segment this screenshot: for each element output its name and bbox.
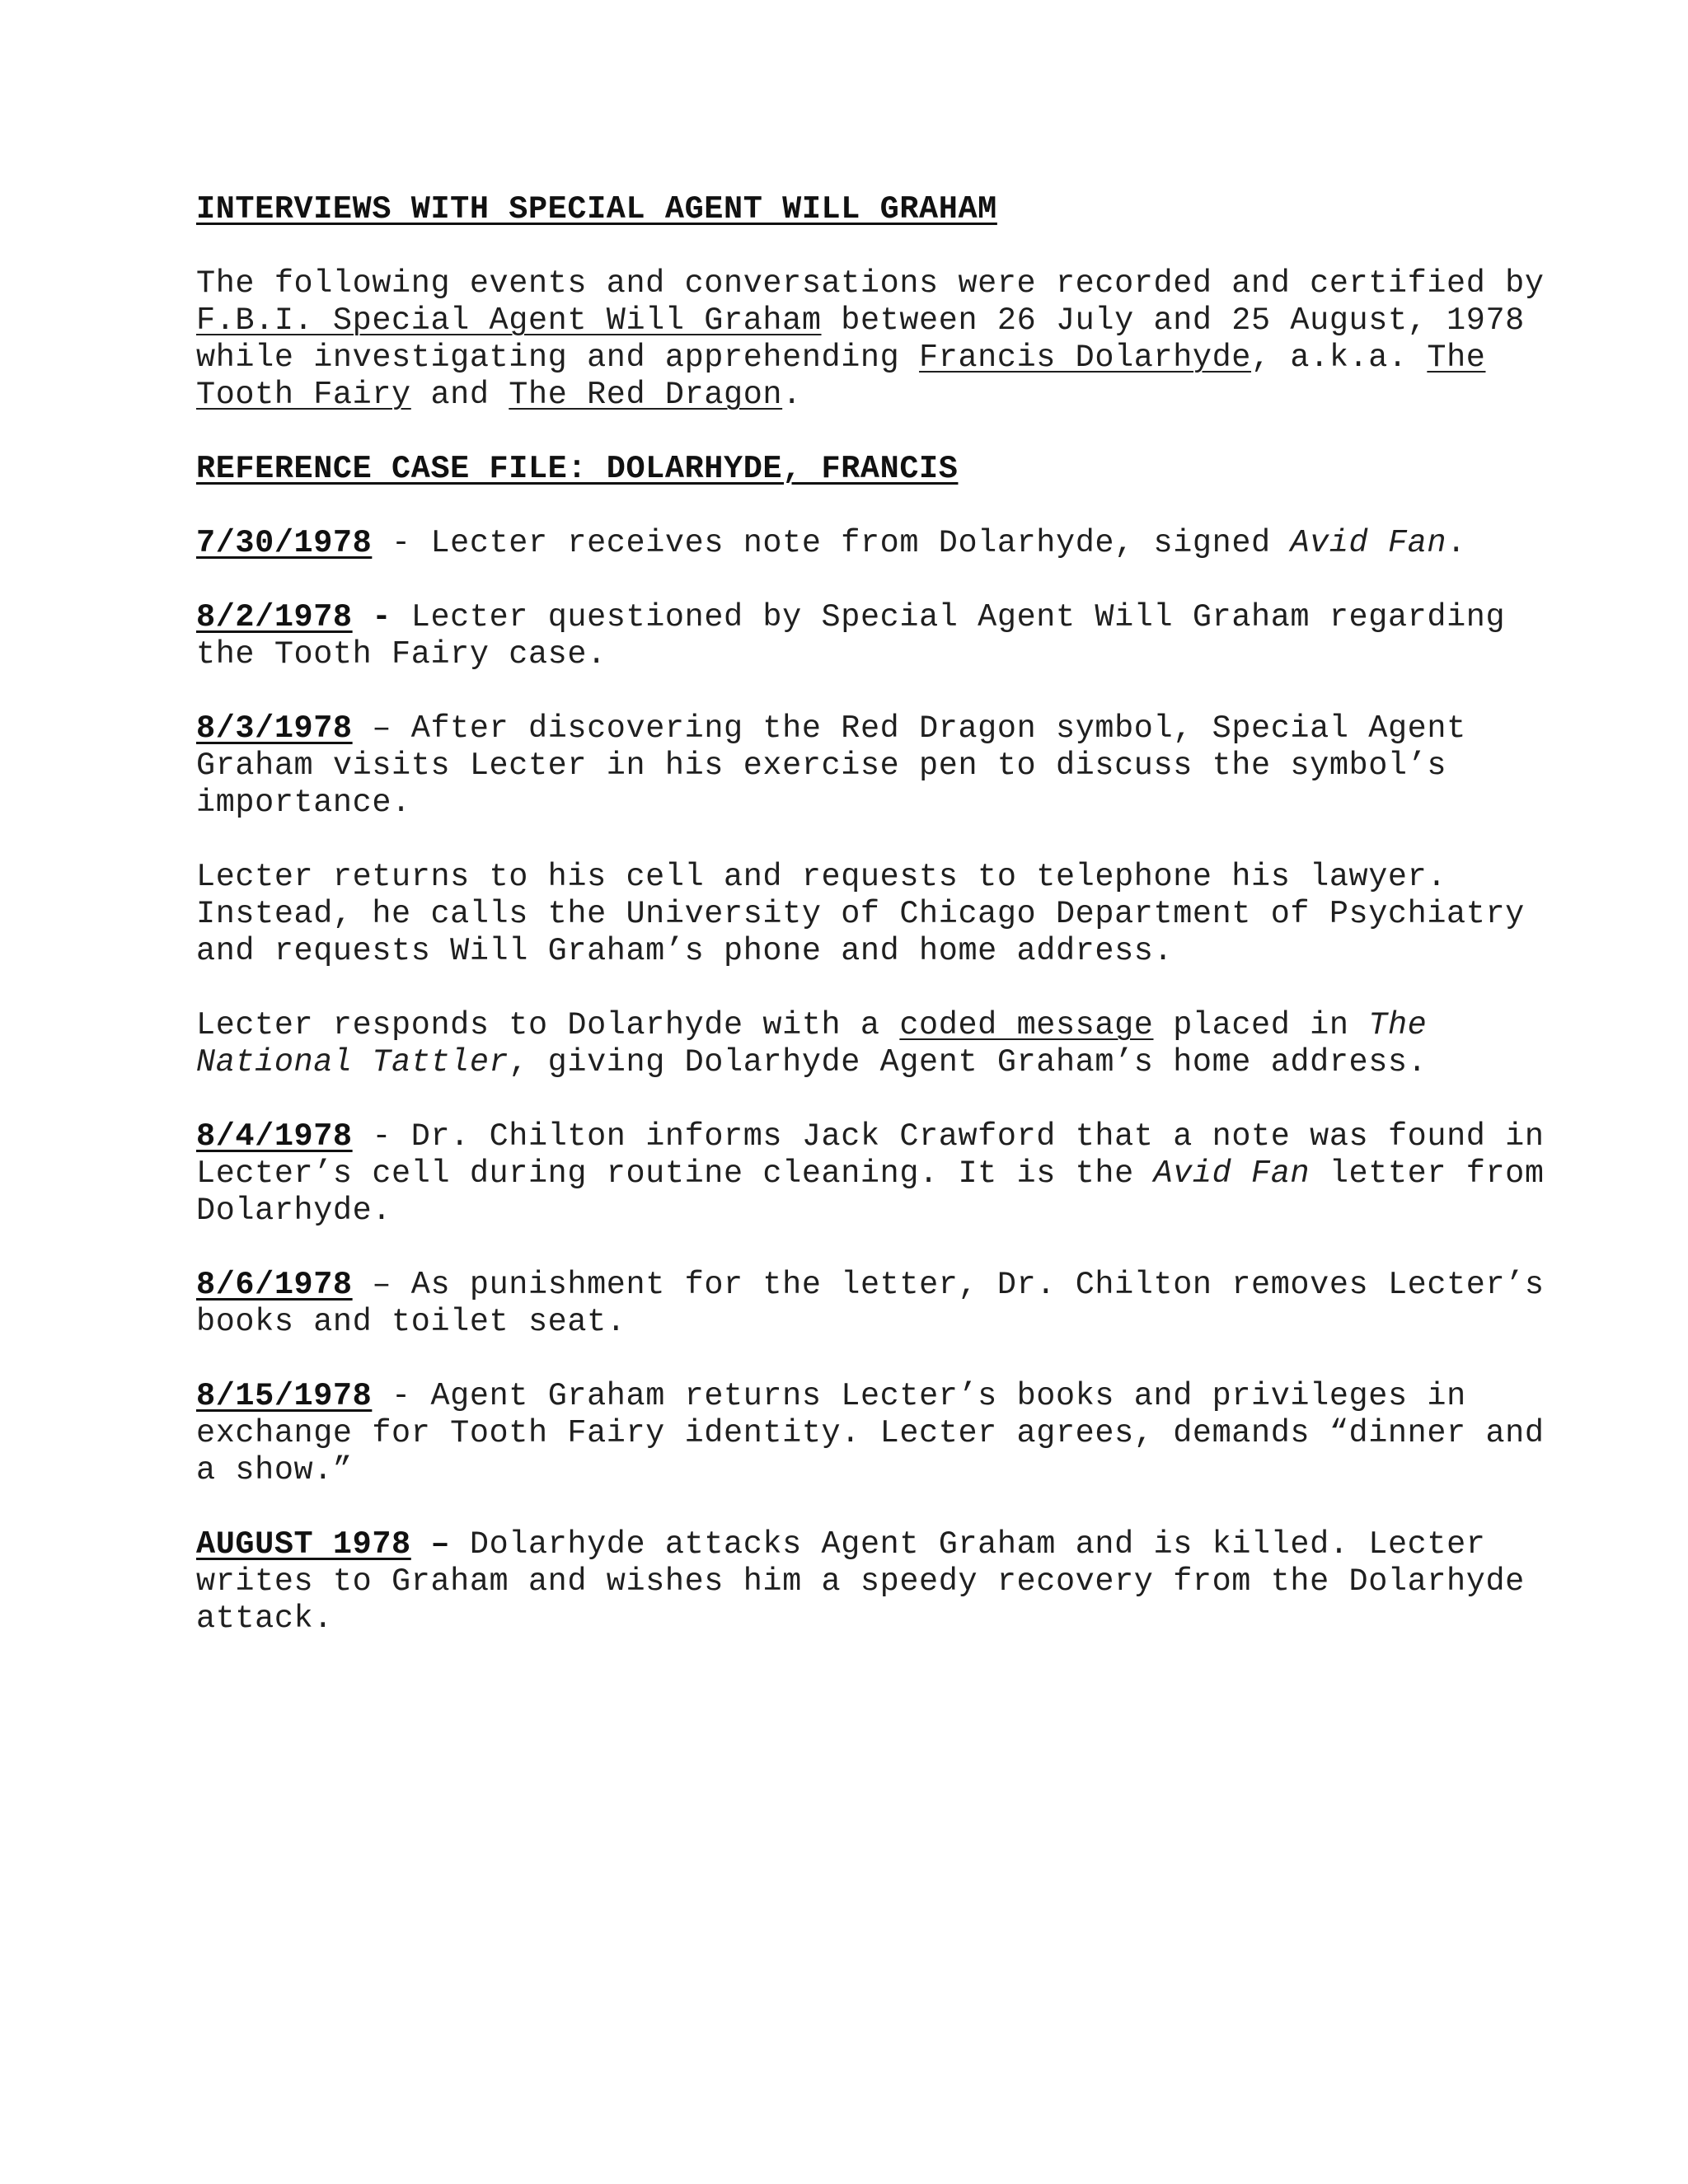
timeline-entry [196, 599, 1548, 673]
entry-text: Lecter questioned by Special Agent Will Graham regarding the Tooth Fairy case. [196, 599, 1506, 673]
entry-text: letter from Dolarhyde. [196, 1155, 1545, 1229]
entry-text: After discovering the Red Dragon symbol, Special Agent Graham visits Lecter in his exercise pen to discuss the symbol’s importance. [196, 710, 1466, 821]
entry-date: 8/15/1978 [196, 1378, 373, 1414]
entry-separator: – [410, 1526, 470, 1563]
timeline-entry [196, 1118, 1548, 1230]
publication-name: The National Tattler [196, 1007, 1428, 1080]
intro-text: , a.k.a. [1251, 340, 1428, 376]
alias-red-dragon: The Red Dragon [509, 377, 783, 413]
timeline-entry [196, 1378, 1548, 1489]
entry-italic: Avid Fan [1290, 525, 1447, 561]
entry-separator: - [352, 1118, 411, 1155]
intro-text: and [410, 377, 509, 413]
timeline-entry [196, 525, 1548, 562]
entry-text: Dr. Chilton informs Jack Crawford that a note was found in Lecter’s cell during routine cleaning. It is the [196, 1118, 1545, 1192]
cell-paragraph: Lecter returns to his cell and requests to telephone his lawyer. Instead, he calls the University of Chicago Department of Psychiatry and requests Will Graham’s phone and home address. [196, 859, 1525, 969]
entry-date: 8/6/1978 [196, 1267, 353, 1303]
entry-separator: – [352, 710, 411, 747]
timeline-entry [196, 1267, 1548, 1341]
intro-paragraph [196, 265, 1548, 414]
entry-separator: - [372, 1378, 431, 1414]
intro-text: . [782, 377, 802, 413]
entry-date: 7/30/1978 [196, 525, 373, 561]
message-text: , giving Dolarhyde Agent Graham’s home address. [509, 1044, 1428, 1080]
document-page [196, 191, 1548, 1675]
entry-separator: - [352, 599, 411, 635]
entry-text: Agent Graham returns Lecter’s books and privileges in exchange for Tooth Fairy identity. Lecter agrees, demands “dinner and a show.” [196, 1378, 1545, 1488]
message-paragraph [196, 1007, 1548, 1081]
agent-name: F.B.I. Special Agent Will Graham [196, 302, 822, 339]
entry-text: . [1447, 525, 1466, 561]
message-text: placed in [1153, 1007, 1369, 1043]
intro-text: between 26 July and 25 August, 1978 while investigating and apprehending [196, 302, 1525, 376]
entry-italic: Avid Fan [1153, 1155, 1311, 1192]
entry-date: AUGUST 1978 [196, 1526, 411, 1563]
reference-heading: REFERENCE CASE FILE: DOLARHYDE, FRANCIS [196, 451, 959, 487]
suspect-name: Francis Dolarhyde [919, 340, 1252, 376]
entry-separator: - [372, 525, 431, 561]
intro-text: The following events and conversations were recorded and certified by [196, 265, 1545, 302]
entry-date: 8/4/1978 [196, 1118, 353, 1155]
alias-tooth-fairy: The Tooth Fairy [196, 340, 1486, 413]
entry-text: Dolarhyde attacks Agent Graham and is killed. Lecter writes to Graham and wishes him a speedy recovery from the Dolarhyde attack. [196, 1526, 1525, 1637]
entry-date: 8/3/1978 [196, 710, 353, 747]
entry-text: Lecter receives note from Dolarhyde, signed [430, 525, 1291, 561]
document-title: INTERVIEWS WITH SPECIAL AGENT WILL GRAHAM [196, 191, 997, 227]
coded-message-link: coded message [899, 1007, 1154, 1043]
timeline-entry [196, 1526, 1548, 1638]
message-text: Lecter responds to Dolarhyde with a [196, 1007, 900, 1043]
entry-date: 8/2/1978 [196, 599, 353, 635]
entry-separator: – [352, 1267, 411, 1303]
timeline-entry [196, 710, 1548, 822]
entry-text: As punishment for the letter, Dr. Chilton removes Lecter’s books and toilet seat. [196, 1267, 1545, 1340]
